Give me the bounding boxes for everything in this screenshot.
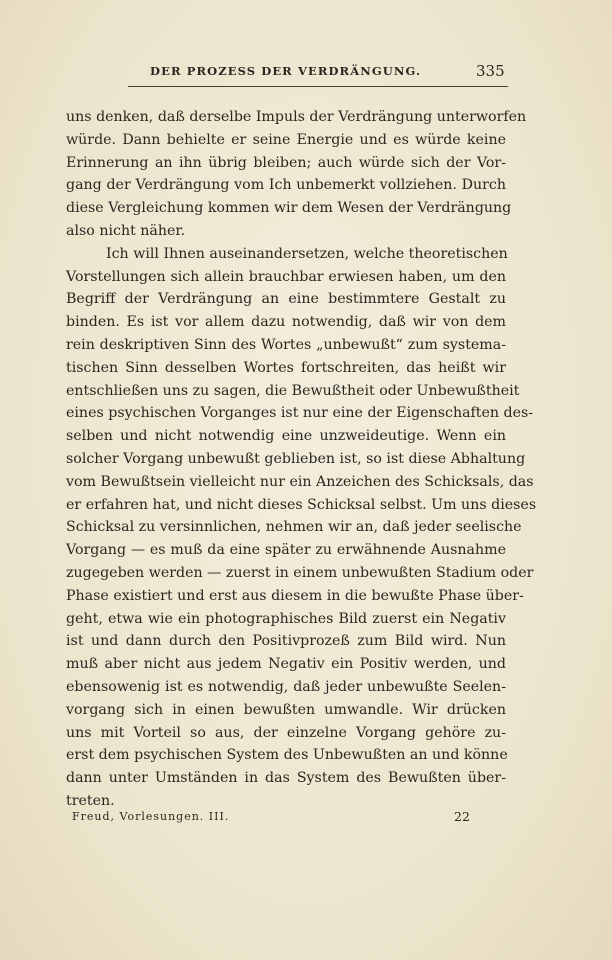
text-line: Schicksal zu versinnlichen, nehmen wir an, daß jeder seelische [66, 519, 522, 536]
body-text [66, 106, 537, 813]
text-line: diese Vergleichung kommen wir dem Wesen der Verdrängung [66, 200, 512, 217]
text-line: ist und dann durch den Positivprozeß zum Bild wird. Nun [66, 633, 506, 650]
header-rule [128, 86, 508, 87]
text-line: zugegeben werden — zuerst in einem unbewußten Stadium oder [66, 564, 534, 581]
text-line: ebensowenig ist es notwendig, daß jeder unbewußte Seelen- [66, 678, 506, 695]
text-line: dann unter Umständen in das System des Bewußten über- [66, 770, 506, 787]
text-line: Vorgang — es muß da eine später zu erwähnende Ausnahme [66, 542, 506, 559]
text-line: uns mit Vorteil so aus, der einzelne Vorgang gehöre zu- [66, 724, 506, 741]
printer-signature: Freud, Vorlesungen. III. [72, 810, 230, 823]
text-line: Vorstellungen sich allein brauchbar erwiesen haben, um den [66, 268, 506, 285]
text-line: Begriff der Verdrängung an eine bestimmtere Gestalt zu [66, 291, 506, 308]
text-line: rein deskriptiven Sinn des Wortes „unbewußt“ zum systema- [66, 336, 506, 353]
text-line: entschließen uns zu sagen, die Bewußtheit oder Unbewußtheit [66, 382, 520, 399]
page-footer [0, 810, 612, 832]
text-line: also nicht näher. [66, 222, 186, 239]
running-title: DER PROZESS DER VERDRÄNGUNG. [150, 64, 422, 78]
page-header [0, 62, 612, 84]
text-line: erst dem psychischen System des Unbewußten an und könne [66, 747, 508, 764]
sheet-number: 22 [454, 809, 470, 824]
text-line: solcher Vorgang unbewußt geblieben ist, so ist diese Abhaltung [66, 450, 526, 467]
text-line: vom Bewußtsein vielleicht nur ein Anzeichen des Schicksals, das [66, 473, 534, 490]
text-line: binden. Es ist vor allem dazu notwendig, daß wir von dem [66, 314, 506, 331]
text-line: geht, etwa wie ein photographisches Bild zuerst ein Negativ [66, 610, 506, 627]
text-line: Ich will Ihnen auseinandersetzen, welche theoretischen [106, 245, 508, 262]
page-number: 335 [476, 62, 505, 80]
text-line: uns denken, daß derselbe Impuls der Verdrängung unterworfen [66, 109, 527, 125]
text-line: gang der Verdrängung vom Ich unbemerkt vollziehen. Durch [66, 177, 506, 194]
text-line: treten. [66, 792, 115, 809]
text-line: muß aber nicht aus jedem Negativ ein Positiv werden, und [66, 656, 506, 673]
text-line: Phase existiert und erst aus diesem in die bewußte Phase über- [66, 587, 524, 604]
text-line: er erfahren hat, und nicht dieses Schicksal selbst. Um uns dieses [66, 496, 537, 513]
text-line: Erinnerung an ihn übrig bleiben; auch würde sich der Vor- [66, 154, 506, 171]
text-line: vorgang sich in einen bewußten umwandle. Wir drücken [66, 701, 506, 718]
text-line: tischen Sinn desselben Wortes fortschreiten, das heißt wir [66, 359, 506, 376]
text-line: würde. Dann behielte er seine Energie und es würde keine [66, 131, 506, 148]
text-line: selben und nicht notwendig eine unzweideutige. Wenn ein [66, 428, 506, 445]
text-line: eines psychischen Vorganges ist nur eine der Eigenschaften des- [66, 405, 534, 422]
